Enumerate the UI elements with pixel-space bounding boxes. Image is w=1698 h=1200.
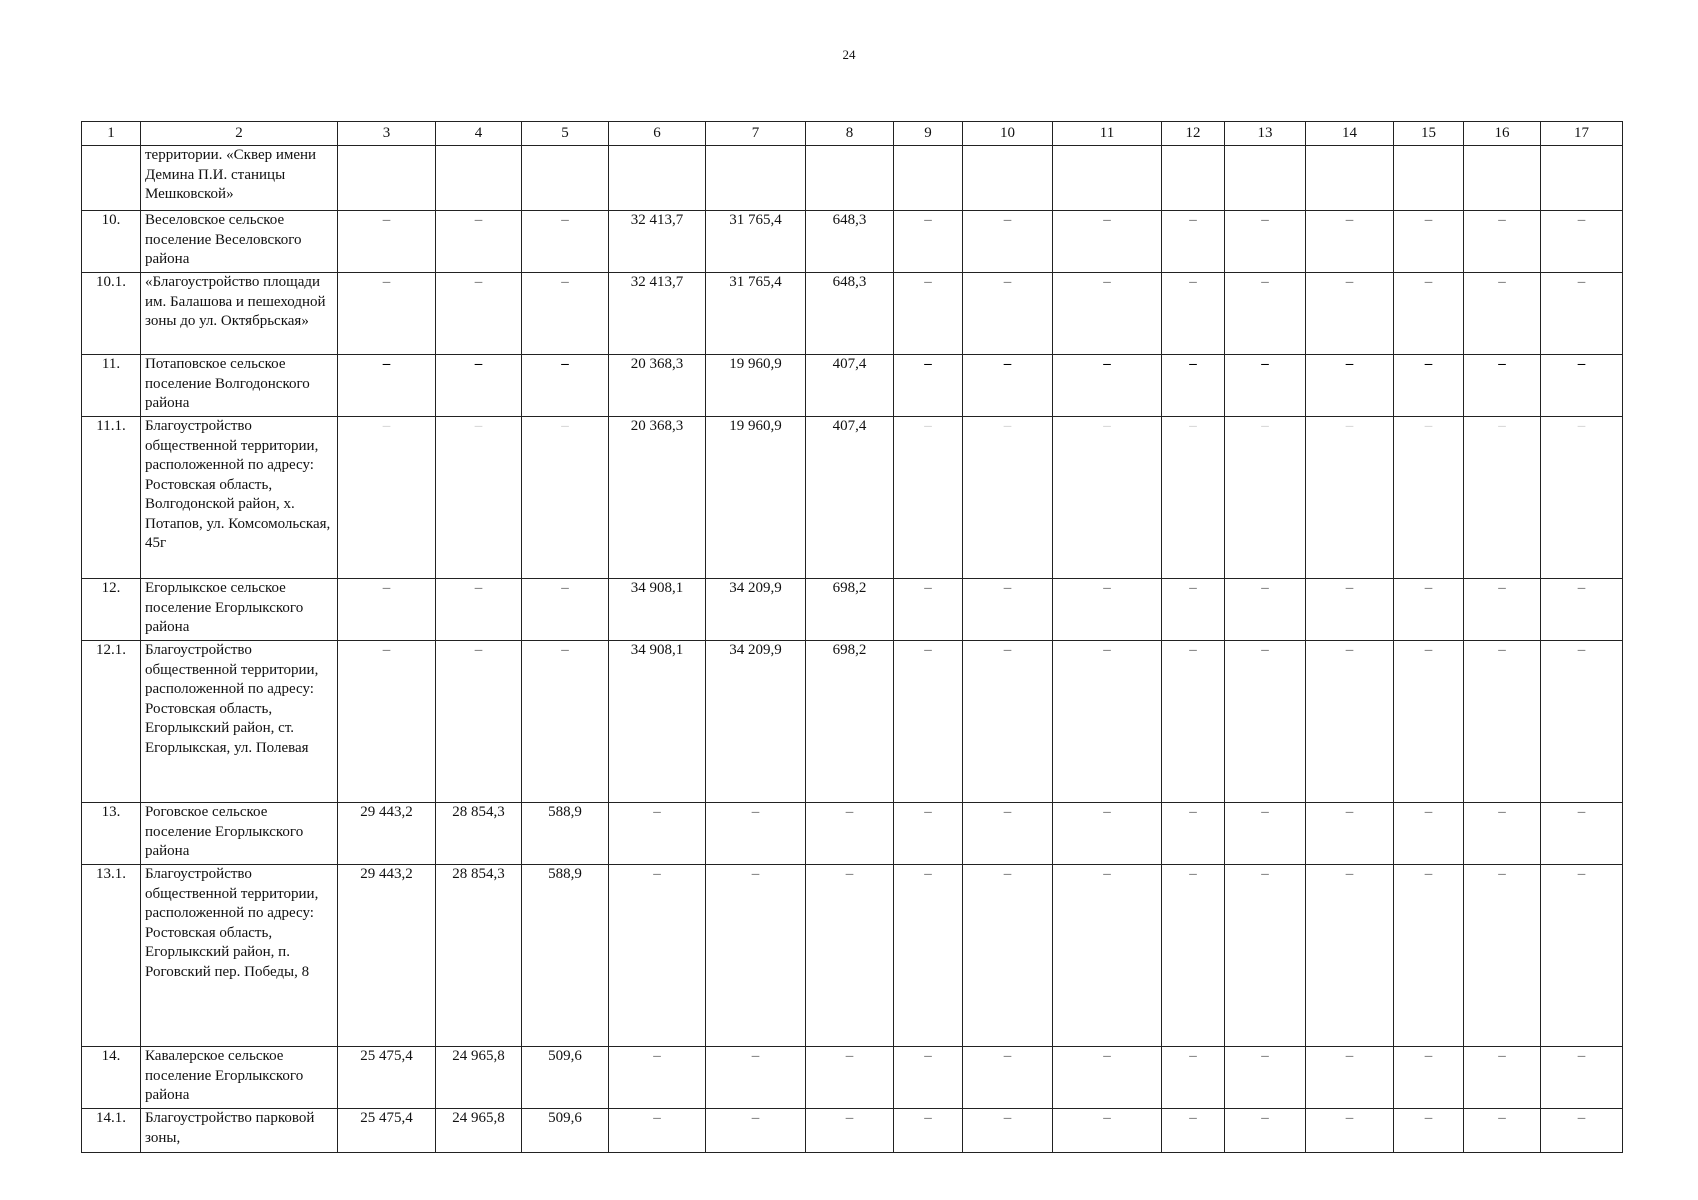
value-cell: – (1541, 417, 1623, 579)
row-name-cell: территории. «Сквер имени Демина П.И. станицы Мешковской» (141, 146, 338, 211)
value-cell: – (706, 1047, 806, 1109)
value-cell: – (963, 273, 1053, 355)
value-cell: – (1306, 803, 1394, 865)
value-cell: 31 765,4 (706, 273, 806, 355)
column-header: 8 (806, 122, 894, 146)
value-cell: – (436, 641, 522, 803)
value-cell: – (706, 1109, 806, 1153)
row-name-cell: Благоустройство общественной территории, расположенной по адресу: Ростовская область, Егорлыкский район, ст. Егорлыкская, ул. Полевая (141, 641, 338, 803)
value-cell: – (1053, 417, 1162, 579)
row-name-cell: «Благоустройство площади им. Балашова и пешеходной зоны до ул. Октябрьская» (141, 273, 338, 355)
value-cell: – (1162, 417, 1225, 579)
row-number-cell: 12. (82, 579, 141, 641)
value-cell (1225, 146, 1306, 211)
value-cell: – (1306, 417, 1394, 579)
value-cell: – (1394, 641, 1464, 803)
table-row (82, 1047, 1623, 1109)
row-name-cell: Егорлыкское сельское поселение Егорлыкского района (141, 579, 338, 641)
value-cell: 34 209,9 (706, 579, 806, 641)
value-cell: 588,9 (522, 865, 609, 1047)
row-number-cell: 14.1. (82, 1109, 141, 1153)
value-cell (1162, 146, 1225, 211)
value-cell: – (522, 641, 609, 803)
value-cell: – (963, 579, 1053, 641)
column-header: 1 (82, 122, 141, 146)
value-cell: – (1394, 355, 1464, 417)
value-cell: – (894, 211, 963, 273)
value-cell: – (522, 579, 609, 641)
column-header: 4 (436, 122, 522, 146)
value-cell: – (806, 865, 894, 1047)
value-cell: – (1464, 803, 1541, 865)
value-cell: – (1464, 355, 1541, 417)
value-cell: – (1053, 355, 1162, 417)
table-row (82, 641, 1623, 803)
value-cell: 698,2 (806, 641, 894, 803)
value-cell: 509,6 (522, 1047, 609, 1109)
value-cell: – (1162, 1109, 1225, 1153)
value-cell: – (1053, 865, 1162, 1047)
value-cell: – (1306, 273, 1394, 355)
table-row (82, 417, 1623, 579)
value-cell: – (436, 273, 522, 355)
value-cell: – (963, 211, 1053, 273)
value-cell: – (1162, 641, 1225, 803)
value-cell: – (963, 1109, 1053, 1153)
value-cell: – (1306, 865, 1394, 1047)
column-header: 12 (1162, 122, 1225, 146)
value-cell: – (1306, 1109, 1394, 1153)
value-cell (338, 146, 436, 211)
value-cell: – (894, 273, 963, 355)
value-cell: – (1541, 579, 1623, 641)
value-cell: – (338, 273, 436, 355)
value-cell: – (1464, 211, 1541, 273)
value-cell: 29 443,2 (338, 865, 436, 1047)
value-cell (1306, 146, 1394, 211)
table-row (82, 355, 1623, 417)
value-cell: 407,4 (806, 355, 894, 417)
column-header: 7 (706, 122, 806, 146)
value-cell: – (1541, 803, 1623, 865)
value-cell: – (894, 865, 963, 1047)
row-name-cell: Веселовское сельское поселение Веселовского района (141, 211, 338, 273)
value-cell: – (1464, 1109, 1541, 1153)
value-cell: – (1541, 355, 1623, 417)
value-cell: 698,2 (806, 579, 894, 641)
value-cell: 648,3 (806, 211, 894, 273)
value-cell: – (894, 579, 963, 641)
value-cell: – (1162, 865, 1225, 1047)
value-cell: – (1053, 211, 1162, 273)
value-cell: – (1306, 355, 1394, 417)
value-cell: – (1162, 579, 1225, 641)
row-name-cell: Роговское сельское поселение Егорлыкского района (141, 803, 338, 865)
value-cell (963, 146, 1053, 211)
value-cell: – (1464, 865, 1541, 1047)
row-number-cell: 14. (82, 1047, 141, 1109)
value-cell: – (894, 417, 963, 579)
value-cell: 25 475,4 (338, 1047, 436, 1109)
column-header: 17 (1541, 122, 1623, 146)
value-cell: – (338, 641, 436, 803)
value-cell: – (1225, 641, 1306, 803)
value-cell: – (1225, 417, 1306, 579)
row-number-cell: 11.1. (82, 417, 141, 579)
value-cell: 19 960,9 (706, 417, 806, 579)
value-cell: – (1394, 211, 1464, 273)
value-cell (894, 146, 963, 211)
budget-table (81, 121, 1623, 1153)
row-name-cell: Потаповское сельское поселение Волгодонского района (141, 355, 338, 417)
value-cell: – (1225, 803, 1306, 865)
value-cell (1464, 146, 1541, 211)
value-cell: – (522, 355, 609, 417)
row-number-cell: 10.1. (82, 273, 141, 355)
value-cell: – (436, 417, 522, 579)
value-cell: – (1464, 641, 1541, 803)
value-cell: – (522, 211, 609, 273)
value-cell: – (963, 355, 1053, 417)
value-cell: – (338, 579, 436, 641)
column-header: 13 (1225, 122, 1306, 146)
value-cell: – (522, 417, 609, 579)
value-cell: – (609, 865, 706, 1047)
column-header: 14 (1306, 122, 1394, 146)
value-cell: – (1225, 1047, 1306, 1109)
value-cell: – (1162, 355, 1225, 417)
value-cell: – (706, 803, 806, 865)
value-cell: – (1541, 1047, 1623, 1109)
value-cell: – (338, 417, 436, 579)
value-cell: – (1162, 1047, 1225, 1109)
value-cell: – (609, 1047, 706, 1109)
column-header: 9 (894, 122, 963, 146)
value-cell: – (1541, 273, 1623, 355)
value-cell: 29 443,2 (338, 803, 436, 865)
value-cell: – (1053, 1047, 1162, 1109)
value-cell: – (1162, 803, 1225, 865)
column-header: 2 (141, 122, 338, 146)
value-cell: – (894, 355, 963, 417)
value-cell: – (963, 803, 1053, 865)
value-cell: 28 854,3 (436, 865, 522, 1047)
value-cell: – (963, 417, 1053, 579)
row-name-cell: Благоустройство общественной территории, расположенной по адресу: Ростовская область, Волгодонской район, х. Потапов, ул. Комсомольская, 45г (141, 417, 338, 579)
value-cell: – (706, 865, 806, 1047)
row-number-cell (82, 146, 141, 211)
row-number-cell: 12.1. (82, 641, 141, 803)
row-name-cell: Кавалерское сельское поселение Егорлыкского района (141, 1047, 338, 1109)
value-cell: – (806, 803, 894, 865)
value-cell: – (894, 1109, 963, 1153)
row-number-cell: 11. (82, 355, 141, 417)
value-cell: – (963, 865, 1053, 1047)
value-cell: – (894, 803, 963, 865)
value-cell (706, 146, 806, 211)
column-header: 6 (609, 122, 706, 146)
value-cell: – (963, 641, 1053, 803)
value-cell: 34 209,9 (706, 641, 806, 803)
value-cell: – (1053, 641, 1162, 803)
value-cell: – (1541, 865, 1623, 1047)
value-cell: – (1162, 211, 1225, 273)
value-cell: – (338, 355, 436, 417)
value-cell: 588,9 (522, 803, 609, 865)
table-row (82, 146, 1623, 211)
value-cell: – (1394, 273, 1464, 355)
value-cell: 34 908,1 (609, 579, 706, 641)
value-cell: – (806, 1047, 894, 1109)
value-cell: – (1394, 865, 1464, 1047)
value-cell: – (1464, 273, 1541, 355)
value-cell: – (894, 1047, 963, 1109)
value-cell: – (1541, 1109, 1623, 1153)
table-row (82, 865, 1623, 1047)
value-cell: – (1225, 273, 1306, 355)
value-cell: 32 413,7 (609, 211, 706, 273)
value-cell: – (1541, 641, 1623, 803)
value-cell: – (609, 1109, 706, 1153)
column-header: 15 (1394, 122, 1464, 146)
row-name-cell: Благоустройство общественной территории, расположенной по адресу: Ростовская область, Егорлыкский район, п. Роговский пер. Победы, 8 (141, 865, 338, 1047)
value-cell: – (1225, 355, 1306, 417)
value-cell: – (1053, 803, 1162, 865)
column-header: 5 (522, 122, 609, 146)
value-cell: – (1394, 579, 1464, 641)
value-cell: – (436, 211, 522, 273)
value-cell: – (1394, 1109, 1464, 1153)
row-number-cell: 13.1. (82, 865, 141, 1047)
table-row (82, 1109, 1623, 1153)
row-name-cell: Благоустройство парковой зоны, (141, 1109, 338, 1153)
value-cell: 32 413,7 (609, 273, 706, 355)
value-cell: – (1464, 579, 1541, 641)
column-header: 10 (963, 122, 1053, 146)
value-cell: – (1162, 273, 1225, 355)
value-cell: – (1225, 865, 1306, 1047)
value-cell (1394, 146, 1464, 211)
value-cell: – (1053, 579, 1162, 641)
value-cell: – (1541, 211, 1623, 273)
row-number-cell: 10. (82, 211, 141, 273)
page-number: 24 (842, 47, 856, 62)
value-cell: 407,4 (806, 417, 894, 579)
value-cell (1541, 146, 1623, 211)
table-row (82, 273, 1623, 355)
value-cell: – (1225, 211, 1306, 273)
value-cell: – (1306, 1047, 1394, 1109)
value-cell: – (1394, 417, 1464, 579)
value-cell: 24 965,8 (436, 1109, 522, 1153)
column-header: 16 (1464, 122, 1541, 146)
value-cell: – (1464, 417, 1541, 579)
value-cell (1053, 146, 1162, 211)
value-cell: – (436, 355, 522, 417)
value-cell (806, 146, 894, 211)
value-cell: – (1306, 579, 1394, 641)
column-number-row (82, 122, 1623, 146)
value-cell (522, 146, 609, 211)
value-cell: – (338, 211, 436, 273)
value-cell: – (963, 1047, 1053, 1109)
value-cell: – (436, 579, 522, 641)
row-number-cell: 13. (82, 803, 141, 865)
value-cell: – (1306, 211, 1394, 273)
value-cell: – (1394, 803, 1464, 865)
table-row (82, 211, 1623, 273)
column-header: 3 (338, 122, 436, 146)
value-cell: 648,3 (806, 273, 894, 355)
table-row (82, 803, 1623, 865)
value-cell: – (1394, 1047, 1464, 1109)
value-cell (609, 146, 706, 211)
value-cell: – (1053, 1109, 1162, 1153)
value-cell: – (1225, 1109, 1306, 1153)
value-cell: 20 368,3 (609, 355, 706, 417)
value-cell: 509,6 (522, 1109, 609, 1153)
value-cell: – (1053, 273, 1162, 355)
value-cell: 31 765,4 (706, 211, 806, 273)
value-cell: – (1464, 1047, 1541, 1109)
value-cell: – (894, 641, 963, 803)
column-header: 11 (1053, 122, 1162, 146)
value-cell: 20 368,3 (609, 417, 706, 579)
value-cell: – (1225, 579, 1306, 641)
value-cell: 19 960,9 (706, 355, 806, 417)
value-cell: – (522, 273, 609, 355)
value-cell (436, 146, 522, 211)
value-cell: 25 475,4 (338, 1109, 436, 1153)
table-row (82, 579, 1623, 641)
value-cell: 24 965,8 (436, 1047, 522, 1109)
value-cell: – (609, 803, 706, 865)
value-cell: 34 908,1 (609, 641, 706, 803)
value-cell: 28 854,3 (436, 803, 522, 865)
value-cell: – (806, 1109, 894, 1153)
value-cell: – (1306, 641, 1394, 803)
